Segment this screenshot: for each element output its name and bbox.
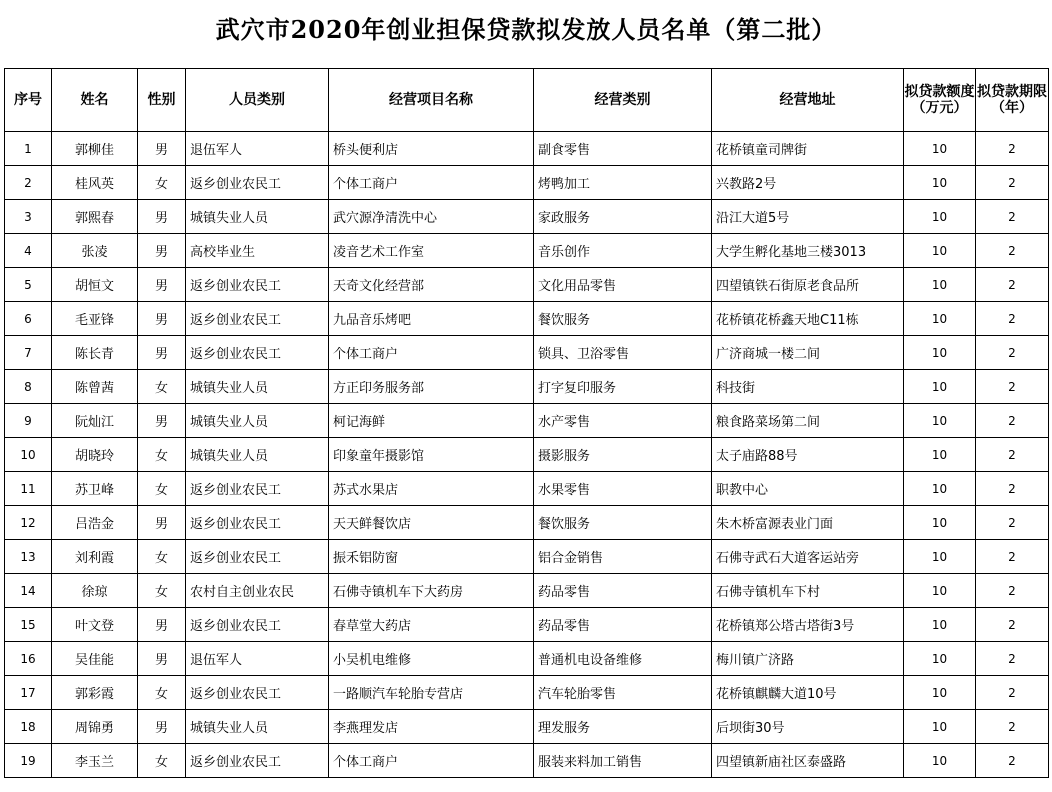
cell-term: 2 [976,676,1049,710]
cell-term: 2 [976,438,1049,472]
cell-category: 返乡创业农民工 [186,302,329,336]
cell-address: 粮食路菜场第二间 [712,404,904,438]
cell-category: 返乡创业农民工 [186,744,329,778]
cell-amount: 10 [904,302,976,336]
cell-category: 城镇失业人员 [186,438,329,472]
cell-term: 2 [976,472,1049,506]
cell-gender: 男 [138,268,186,302]
cell-address: 朱木桥富源表业门面 [712,506,904,540]
cell-seq: 15 [5,608,52,642]
cell-term: 2 [976,336,1049,370]
cell-gender: 男 [138,506,186,540]
cell-seq: 2 [5,166,52,200]
cell-business-type: 水产零售 [534,404,712,438]
cell-business-type: 餐饮服务 [534,506,712,540]
cell-category: 农村自主创业农民 [186,574,329,608]
cell-term: 2 [976,506,1049,540]
cell-amount: 10 [904,166,976,200]
cell-category: 返乡创业农民工 [186,336,329,370]
cell-name: 叶文登 [52,608,138,642]
cell-seq: 12 [5,506,52,540]
cell-amount: 10 [904,574,976,608]
cell-address: 花桥镇麒麟大道10号 [712,676,904,710]
cell-business-type: 普通机电设备维修 [534,642,712,676]
cell-gender: 男 [138,132,186,166]
cell-gender: 男 [138,404,186,438]
cell-address: 兴教路2号 [712,166,904,200]
header-amount: 拟贷款额度（万元） [904,69,976,132]
cell-business-type: 文化用品零售 [534,268,712,302]
cell-term: 2 [976,200,1049,234]
cell-amount: 10 [904,472,976,506]
cell-term: 2 [976,268,1049,302]
table-row [5,268,1049,302]
cell-seq: 10 [5,438,52,472]
cell-category: 返乡创业农民工 [186,472,329,506]
cell-gender: 男 [138,200,186,234]
cell-address: 梅川镇广济路 [712,642,904,676]
cell-project: 李燕理发店 [329,710,534,744]
cell-project: 方正印务服务部 [329,370,534,404]
header-category: 人员类别 [186,69,329,132]
cell-amount: 10 [904,710,976,744]
cell-amount: 10 [904,506,976,540]
cell-business-type: 副食零售 [534,132,712,166]
cell-name: 吴佳能 [52,642,138,676]
cell-gender: 女 [138,472,186,506]
table-row [5,472,1049,506]
cell-address: 四望镇新庙社区泰盛路 [712,744,904,778]
cell-seq: 19 [5,744,52,778]
page-title: 武穴市2020年创业担保贷款拟发放人员名单（第二批） [215,15,837,44]
cell-seq: 9 [5,404,52,438]
cell-amount: 10 [904,370,976,404]
cell-amount: 10 [904,676,976,710]
cell-name: 苏卫峰 [52,472,138,506]
cell-project: 振禾铝防窗 [329,540,534,574]
cell-gender: 女 [138,438,186,472]
cell-amount: 10 [904,200,976,234]
table-row [5,234,1049,268]
cell-gender: 男 [138,234,186,268]
cell-name: 郭熙春 [52,200,138,234]
cell-amount: 10 [904,268,976,302]
cell-term: 2 [976,744,1049,778]
cell-address: 四望镇铁石街原老食品所 [712,268,904,302]
cell-term: 2 [976,234,1049,268]
cell-name: 郭柳佳 [52,132,138,166]
cell-project: 凌音艺术工作室 [329,234,534,268]
cell-seq: 13 [5,540,52,574]
cell-gender: 女 [138,574,186,608]
cell-amount: 10 [904,336,976,370]
cell-project: 武穴源净清洗中心 [329,200,534,234]
cell-name: 吕浩金 [52,506,138,540]
cell-name: 周锦勇 [52,710,138,744]
cell-amount: 10 [904,132,976,166]
cell-amount: 10 [904,234,976,268]
cell-term: 2 [976,302,1049,336]
cell-category: 返乡创业农民工 [186,608,329,642]
cell-category: 返乡创业农民工 [186,166,329,200]
cell-gender: 男 [138,336,186,370]
table-header-row [5,69,1049,132]
cell-address: 广济商城一楼二间 [712,336,904,370]
header-business-type: 经营类别 [534,69,712,132]
table-row [5,710,1049,744]
cell-address: 太子庙路88号 [712,438,904,472]
table-row [5,302,1049,336]
cell-gender: 女 [138,166,186,200]
cell-seq: 7 [5,336,52,370]
cell-address: 职教中心 [712,472,904,506]
cell-name: 桂风英 [52,166,138,200]
cell-term: 2 [976,574,1049,608]
cell-project: 个体工商户 [329,744,534,778]
cell-category: 城镇失业人员 [186,200,329,234]
cell-business-type: 烤鸭加工 [534,166,712,200]
table-row [5,642,1049,676]
cell-gender: 女 [138,540,186,574]
cell-project: 印象童年摄影馆 [329,438,534,472]
cell-seq: 18 [5,710,52,744]
cell-business-type: 家政服务 [534,200,712,234]
cell-business-type: 铝合金销售 [534,540,712,574]
cell-seq: 16 [5,642,52,676]
cell-category: 退伍军人 [186,132,329,166]
header-name: 姓名 [52,69,138,132]
cell-project: 小吴机电维修 [329,642,534,676]
cell-gender: 女 [138,370,186,404]
table-row [5,166,1049,200]
cell-business-type: 服装来料加工销售 [534,744,712,778]
cell-amount: 10 [904,642,976,676]
table-row [5,404,1049,438]
header-gender: 性别 [138,69,186,132]
cell-gender: 男 [138,608,186,642]
table-row [5,506,1049,540]
cell-category: 返乡创业农民工 [186,540,329,574]
table-row [5,744,1049,778]
cell-gender: 男 [138,302,186,336]
cell-category: 城镇失业人员 [186,404,329,438]
cell-amount: 10 [904,404,976,438]
cell-project: 个体工商户 [329,336,534,370]
cell-project: 石佛寺镇机车下大药房 [329,574,534,608]
cell-project: 个体工商户 [329,166,534,200]
cell-category: 高校毕业生 [186,234,329,268]
table-body [5,132,1049,778]
cell-category: 退伍军人 [186,642,329,676]
cell-business-type: 汽车轮胎零售 [534,676,712,710]
cell-address: 科技街 [712,370,904,404]
cell-address: 石佛寺镇机车下村 [712,574,904,608]
cell-name: 胡恒文 [52,268,138,302]
cell-amount: 10 [904,744,976,778]
table-row [5,608,1049,642]
cell-business-type: 理发服务 [534,710,712,744]
table-row [5,676,1049,710]
cell-gender: 男 [138,710,186,744]
header-address: 经营地址 [712,69,904,132]
cell-category: 城镇失业人员 [186,370,329,404]
cell-term: 2 [976,132,1049,166]
header-term: 拟贷款期限（年） [976,69,1049,132]
table-row [5,540,1049,574]
cell-business-type: 摄影服务 [534,438,712,472]
cell-project: 天奇文化经营部 [329,268,534,302]
cell-term: 2 [976,642,1049,676]
cell-address: 后坝街30号 [712,710,904,744]
cell-name: 毛亚锋 [52,302,138,336]
cell-business-type: 水果零售 [534,472,712,506]
cell-name: 李玉兰 [52,744,138,778]
cell-seq: 8 [5,370,52,404]
cell-business-type: 音乐创作 [534,234,712,268]
cell-project: 桥头便利店 [329,132,534,166]
cell-project: 柯记海鲜 [329,404,534,438]
table-row [5,438,1049,472]
cell-business-type: 打字复印服务 [534,370,712,404]
cell-amount: 10 [904,540,976,574]
cell-category: 返乡创业农民工 [186,676,329,710]
cell-project: 九品音乐烤吧 [329,302,534,336]
cell-address: 沿江大道5号 [712,200,904,234]
cell-name: 刘利霞 [52,540,138,574]
cell-seq: 1 [5,132,52,166]
cell-project: 一路顺汽车轮胎专营店 [329,676,534,710]
cell-name: 徐琼 [52,574,138,608]
cell-name: 陈长青 [52,336,138,370]
table-row [5,370,1049,404]
cell-name: 胡晓玲 [52,438,138,472]
cell-seq: 3 [5,200,52,234]
header-seq: 序号 [5,69,52,132]
table-row [5,200,1049,234]
header-project: 经营项目名称 [329,69,534,132]
cell-address: 石佛寺武石大道客运站旁 [712,540,904,574]
cell-term: 2 [976,166,1049,200]
cell-address: 花桥镇郑公塔古塔街3号 [712,608,904,642]
cell-amount: 10 [904,438,976,472]
cell-name: 郭彩霞 [52,676,138,710]
cell-gender: 女 [138,744,186,778]
cell-seq: 11 [5,472,52,506]
cell-category: 返乡创业农民工 [186,268,329,302]
cell-term: 2 [976,370,1049,404]
cell-name: 陈曾茜 [52,370,138,404]
cell-term: 2 [976,608,1049,642]
cell-business-type: 药品零售 [534,608,712,642]
cell-address: 花桥镇花桥鑫天地C11栋 [712,302,904,336]
cell-seq: 6 [5,302,52,336]
cell-gender: 男 [138,642,186,676]
cell-seq: 5 [5,268,52,302]
cell-project: 苏式水果店 [329,472,534,506]
cell-seq: 14 [5,574,52,608]
table-row [5,574,1049,608]
cell-address: 大学生孵化基地三楼3013 [712,234,904,268]
cell-gender: 女 [138,676,186,710]
cell-project: 天天鲜餐饮店 [329,506,534,540]
cell-business-type: 锁具、卫浴零售 [534,336,712,370]
loan-list-table [4,68,1049,778]
cell-address: 花桥镇童司牌街 [712,132,904,166]
cell-seq: 4 [5,234,52,268]
cell-name: 张凌 [52,234,138,268]
table-row [5,132,1049,166]
table-row [5,336,1049,370]
cell-term: 2 [976,710,1049,744]
cell-seq: 17 [5,676,52,710]
cell-business-type: 药品零售 [534,574,712,608]
cell-term: 2 [976,540,1049,574]
cell-term: 2 [976,404,1049,438]
cell-category: 城镇失业人员 [186,710,329,744]
cell-business-type: 餐饮服务 [534,302,712,336]
cell-project: 春草堂大药店 [329,608,534,642]
cell-name: 阮灿江 [52,404,138,438]
cell-amount: 10 [904,608,976,642]
cell-category: 返乡创业农民工 [186,506,329,540]
